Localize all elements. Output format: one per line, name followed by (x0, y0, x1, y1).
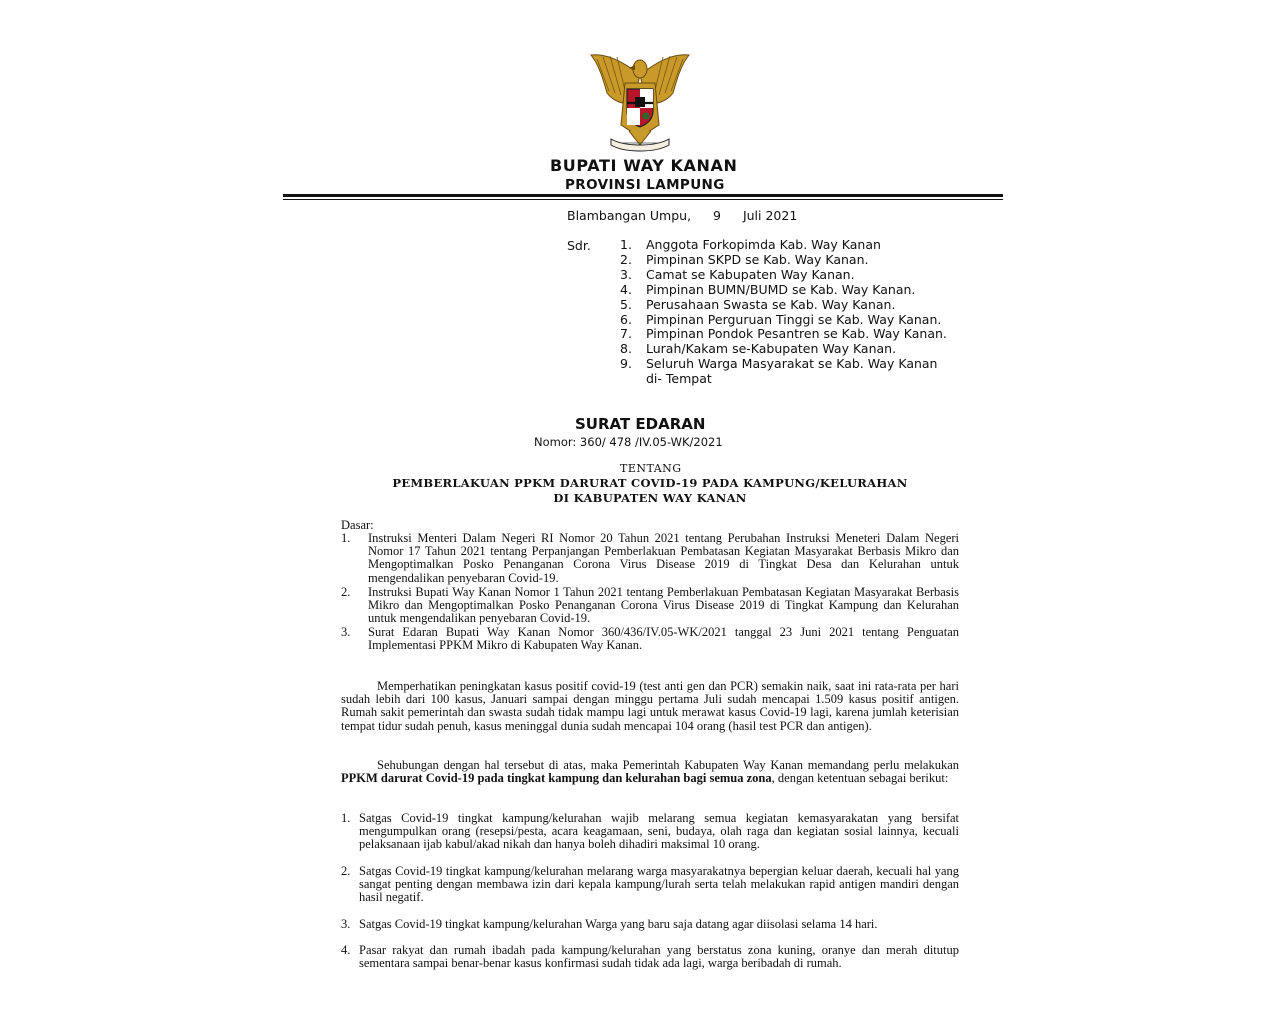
header-rule (283, 194, 1003, 197)
date-place: Blambangan Umpu, (567, 208, 692, 223)
subject-line-2: DI KABUPATEN WAY KANAN (553, 491, 747, 505)
recipient-item: 4. Pimpinan BUMN/BUMD se Kab. Way Kanan. (620, 281, 916, 297)
recipient-item: 2. Pimpinan SKPD se Kab. Way Kanan. (620, 251, 869, 267)
recipient-item: 1. Anggota Forkopimda Kab. Way Kanan (620, 237, 881, 252)
document-number: Nomor: 360/ 478 /IV.05-WK/2021 (534, 435, 723, 449)
recipient-item: 9. Seluruh Warga Masyarakat se Kab. Way Kanan (620, 356, 938, 372)
provision-item: 3. Satgas Covid-19 tingkat kampung/kelurahan Warga yang baru saja datang agar diisolasi selama 14 hari. (341, 917, 878, 931)
legal-basis-item: 2. Instruksi Bupati Way Kanan Nomor 1 Tahun 2021 tentang Pemberlakuan Pembatasan Kegiatan Masyarakat Berbasis Mikro dan Mengoptimalkan Posko Penanganan Corona Virus Disease 2019 di Tingkat Kampung dan Kelurahan untuk mengendalikan penyebaran Covid-19. (341, 585, 959, 626)
header-rule-thin (283, 199, 1003, 200)
decision-emphasis: PPKM darurat Covid-19 pada tingkat kampung dan kelurahan bagi semua zona (341, 771, 772, 786)
issuer-subtitle: PROVINSI LAMPUNG (565, 177, 725, 193)
garuda-pancasila-emblem-icon (585, 45, 695, 155)
paragraph-decision: Sehubungan dengan hal tersebut di atas, maka Pemerintah Kabupaten Way Kanan memandang perlu melakukan PPKM darurat Covid-19 pada tingkat kampung dan kelurahan bagi semua zona, dengan ketentuan sebagai berikut: (341, 758, 959, 786)
legal-basis-item: 1. Instruksi Menteri Dalam Negeri RI Nomor 20 Tahun 2021 tentang Perubahan Instruksi Meneteri Dalam Negeri Nomor 17 Tahun 2021 tentang Perpanjangan Pemberlakuan Pembatasan Kegiatan Masyarakat Berbasis Mikro dan Mengoptimalkan Posko Penanganan Corona Virus Disease 2019 di Tingkat Desa dan Kelurahan untuk mengendalikan penyebaran Covid-19. (341, 531, 959, 585)
recipient-item: 5. Perusahaan Swasta se Kab. Way Kanan. (620, 296, 896, 312)
date-month-year: Juli 2021 (742, 208, 798, 223)
recipient-item: 8. Lurah/Kakam se-Kabupaten Way Kanan. (620, 341, 897, 357)
recipient-item: 7. Pimpinan Pondok Pesantren se Kab. Way Kanan. (620, 326, 947, 342)
recipient-item: 3. Camat se Kabupaten Way Kanan. (620, 266, 855, 282)
provision-item: 4. Pasar rakyat dan rumah ibadah pada kampung/kelurahan yang berstatus zona kuning, oranye dan merah ditutup sementara sampai benar-benar kasus konfirmasi sudah tidak ada lagi, warga beribadah di rumah. (341, 943, 959, 971)
recipients-label: Sdr. (567, 238, 591, 253)
legal-basis-item: 3. Surat Edaran Bupati Way Kanan Nomor 360/436/IV.05-WK/2021 tanggal 23 Juni 2021 tentang Penguatan Implementasi PPKM Mikro di Kabupaten Way Kanan. (341, 625, 959, 653)
provision-item: 1. Satgas Covid-19 tingkat kampung/kelurahan wajib melarang semua kegiatan kemasyarakatan yang bersifat mengumpulkan orang (resepsi/pesta, acara keagamaan, seni, budaya, olah raga dan kegiatan sosial lainnya, kecuali pelaksanaan ijab kabul/akad nikah dan hanya boleh dihadiri maksimal 10 orang. (341, 811, 959, 852)
legal-basis-label: Dasar: (341, 518, 374, 532)
subject-line-1: PEMBERLAKUAN PPKM DARURAT COVID-19 PADA KAMPUNG/KELURAHAN (392, 476, 908, 490)
recipient-location: di- Tempat (646, 371, 712, 387)
paragraph-situation: Memperhatikan peningkatan kasus positif covid-19 (test anti gen dan PCR) semakin naik, saat ini rata-rata per hari sudah lebih dari 100 kasus, Januari sampai dengan minggu pertama Juli sudah mencapai 1.509 kasus positif antigen. Rumah sakit pemerintah dan swasta sudah tidak mampu lagi untuk merawat kasus Covid-19 lagi, karena jumlah keterisian tempat tidur sudah penuh, kasus meninggal dunia sudah mencapai 104 orang (hasil test PCR dan antigen). (341, 679, 959, 733)
provision-item: 2. Satgas Covid-19 tingkat kampung/kelurahan melarang warga masyarakatnya bepergian keluar daerah, kecuali hal yang sangat penting dengan membawa izin dari kepala kampung/lurah serta telah melakukan rapid antigen mandiri dengan hasil negatif. (341, 864, 959, 905)
issuer-title: BUPATI WAY KANAN (550, 156, 738, 175)
document-title: SURAT EDARAN (575, 415, 706, 433)
recipient-list (620, 238, 947, 387)
subject-label: TENTANG (620, 462, 682, 475)
recipient-item: 6. Pimpinan Perguruan Tinggi se Kab. Way Kanan. (620, 311, 942, 327)
letter-date (567, 208, 797, 223)
date-day: 9 (713, 208, 721, 223)
